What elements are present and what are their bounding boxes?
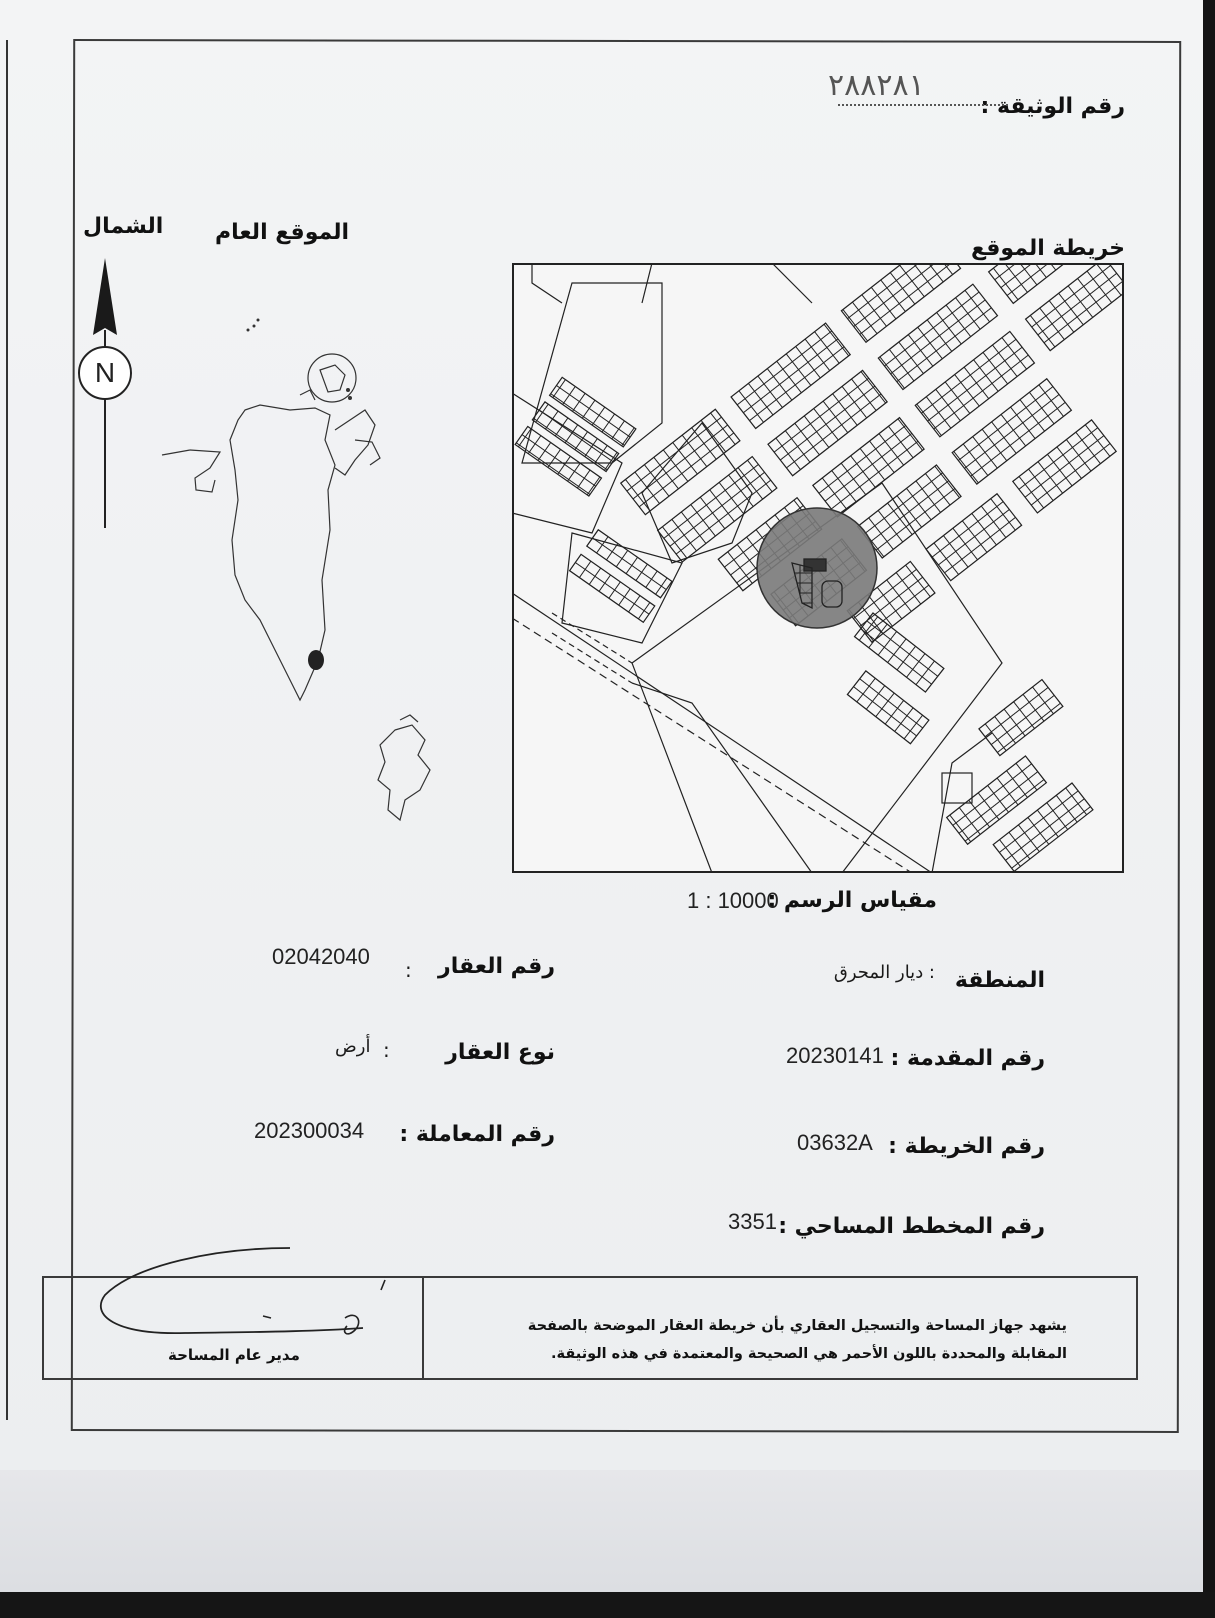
map-number-value: 03632A xyxy=(797,1130,873,1155)
property-type-label: نوع العقار xyxy=(445,1040,555,1065)
scan-right-edge xyxy=(1203,0,1215,1618)
scan-background xyxy=(0,1470,1205,1592)
transaction-number-label: رقم المعاملة : xyxy=(399,1122,555,1147)
north-arrow-icon xyxy=(75,250,135,530)
map-number-label: رقم الخريطة : xyxy=(888,1134,1045,1159)
signatory-title: مدير عام المساحة xyxy=(168,1346,300,1364)
application-number-value: 20230141 xyxy=(786,1043,884,1068)
application-number-label: رقم المقدمة : xyxy=(890,1046,1045,1071)
doc-number-dotted-line xyxy=(838,104,1008,106)
scale-label: مقياس الرسم : xyxy=(767,888,937,913)
footer-divider xyxy=(422,1278,424,1378)
general-location-title: الموقع العام xyxy=(215,220,350,245)
scale-value: 1 : 10000 xyxy=(687,888,779,913)
property-type-value: أرض xyxy=(335,1036,371,1057)
property-number-colon: : xyxy=(405,958,412,982)
director-signature xyxy=(95,1240,395,1350)
survey-plan-number-label: رقم المخطط المساحي : xyxy=(778,1214,1045,1239)
area-label: المنطقة xyxy=(954,968,1045,993)
site-map xyxy=(512,263,1124,873)
scan-bottom-edge xyxy=(0,1592,1215,1618)
site-map-title: خريطة الموقع xyxy=(970,236,1125,261)
property-number-label: رقم العقار xyxy=(438,954,555,979)
property-number-value: 02042040 xyxy=(272,944,370,969)
north-title: الشمال xyxy=(83,214,164,239)
doc-number-value: ٢٨٨٢٨١ xyxy=(828,68,925,103)
certification-line-2: المقابلة والمحددة باللون الأحمر هي الصحيحة والمعتمدة في هذه الوثيقة. xyxy=(551,1346,1067,1362)
survey-plan-number-value: 3351 xyxy=(728,1209,777,1234)
general-location-map xyxy=(150,300,450,840)
adjacent-page-edge xyxy=(0,40,8,1420)
north-symbol: N xyxy=(94,357,116,388)
transaction-number-value: 202300034 xyxy=(254,1118,365,1143)
certification-line-1: يشهد جهاز المساحة والتسجيل العقاري بأن خريطة العقار الموضحة بالصفحة xyxy=(527,1318,1067,1334)
property-type-colon: : xyxy=(383,1038,390,1062)
area-value: : ديار المحرق xyxy=(833,962,935,983)
doc-number-label: رقم الوثيقة : xyxy=(980,94,1125,119)
